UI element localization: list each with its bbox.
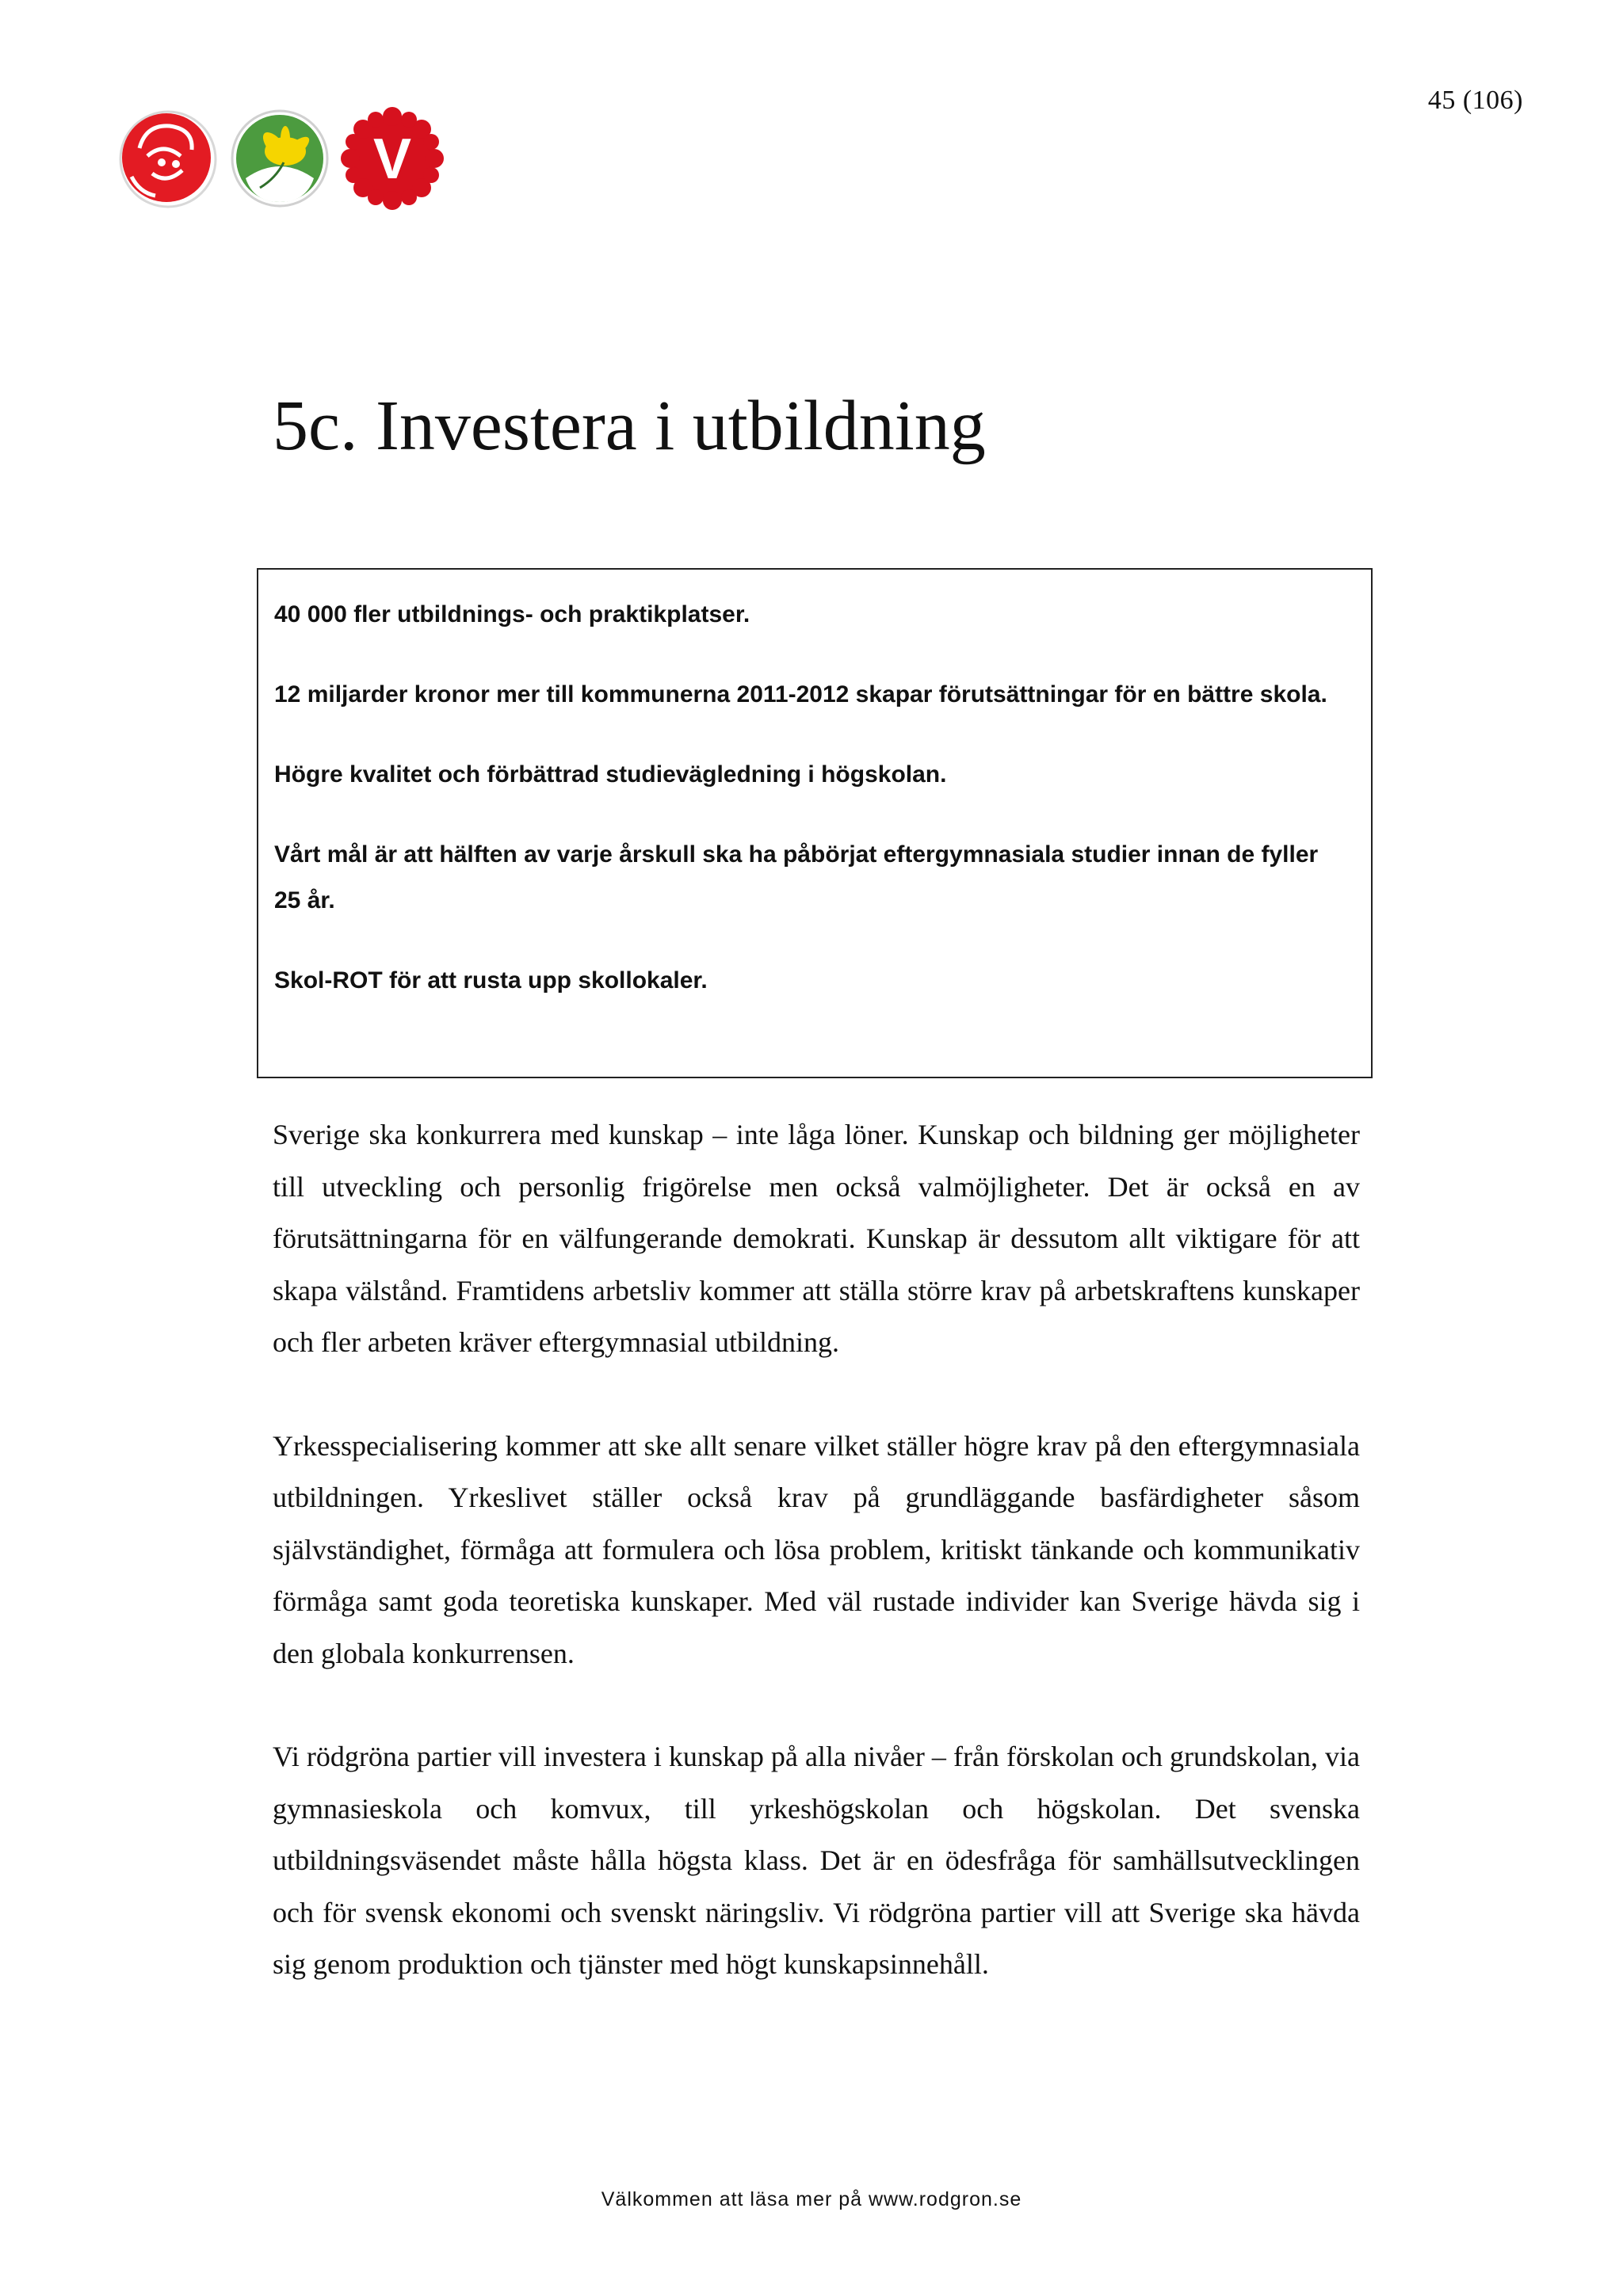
- footer-link-text: Välkommen att läsa mer på www.rodgron.se: [601, 2188, 1022, 2210]
- body-paragraph: Sverige ska konkurrera med kunskap – inte låga löner. Kunskap och bildning ger möjligheter till utveckling och personlig frigörelse men också valmöjligheter. Det är också en av förutsättningarna för en välfungerande demokrati. Kunskap är dessutom allt viktigare för att skapa välstånd. Framtidens arbetsliv kommer att ställa större krav på arbetskraftens kunskaper och fler arbeten kräver eftergymnasial utbildning.: [273, 1119, 1360, 1358]
- left-party-carnation-icon: [341, 107, 444, 210]
- body-paragraph: Vi rödgröna partier vill investera i kunskap på alla nivåer – från förskolan och grundskolan, via gymnasieskola och komvux, till yrkeshögskolan och högskolan. Det svenska utbildningsväsendet måste hålla högsta klass. Det är en ödesfråga för samhällsutvecklingen och för svensk ekonomi och svenskt näringsliv. Vi rödgröna partier vill att Sverige ska hävda sig genom produktion och tjänster med högt kunskapsinnehåll.: [273, 1741, 1360, 1980]
- summary-item: Skol-ROT för att rusta upp skollokaler.: [274, 967, 708, 994]
- body-text: [273, 1109, 1360, 2042]
- summary-item: Högre kvalitet och förbättrad studievägledning i högskolan.: [274, 761, 947, 788]
- green-party-dandelion-icon: [228, 107, 331, 210]
- body-paragraph: Yrkesspecialisering kommer att ske allt senare vilket ställer högre krav på den eftergymnasiala utbildningen. Yrkeslivet ställer också krav på grundläggande basfärdigheter såsom självständighet, förmåga att formulera och lösa problem, kritiskt tänkande och kommunikativ förmåga samt goda teoretiska kunskaper. Med väl rustade individer kan Sverige hävda sig i den globala konkurrensen.: [273, 1429, 1360, 1669]
- summary-box: [257, 568, 1373, 1078]
- left-party-letter: V: [372, 128, 412, 191]
- page-number: 45 (106): [1427, 86, 1523, 115]
- party-logos: [116, 106, 444, 211]
- summary-item: Vårt mål är att hälften av varje årskull ska ha påbörjat eftergymnasiala studier innan de fyller 25 år.: [274, 841, 1319, 913]
- summary-item: 40 000 fler utbildnings- och praktikplatser.: [274, 601, 750, 627]
- section-title: 5c. Investera i utbildning: [273, 387, 986, 465]
- social-democrats-rose-icon: [116, 107, 219, 210]
- summary-item: 12 miljarder kronor mer till kommunerna 2011-2012 skapar förutsättningar för en bättre skola.: [274, 681, 1327, 707]
